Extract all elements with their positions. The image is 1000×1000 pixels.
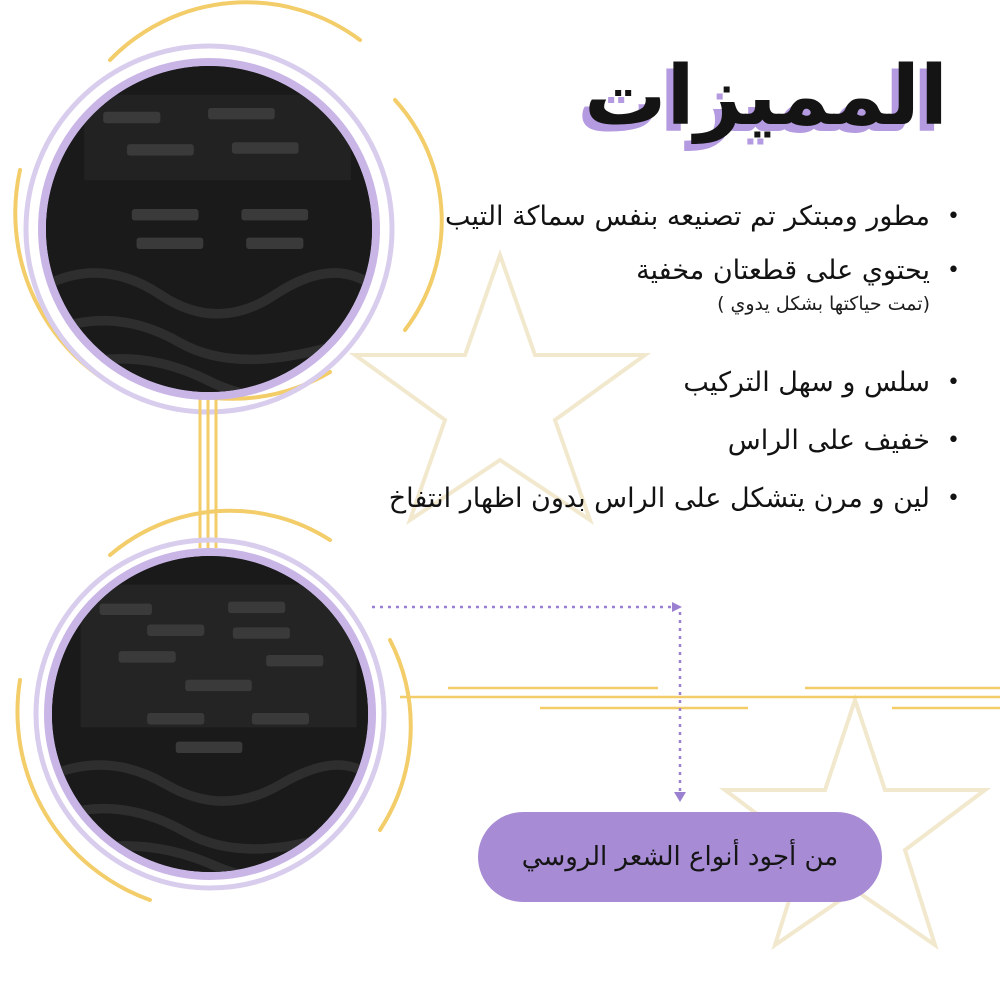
bullet-dot-icon: •: [947, 428, 960, 453]
hair-clip-extension-illustration-2: [52, 556, 368, 872]
product-photo-top: [38, 58, 380, 400]
horizontal-lines: [400, 688, 1000, 708]
feature-note: (تمت حياكتها بشكل يدوي ): [717, 293, 930, 315]
dotted-arrow: [372, 607, 680, 792]
list-item: [360, 412, 960, 470]
feature-text: خفيف على الراس: [727, 425, 930, 456]
list-item: [360, 188, 960, 246]
hair-clip-extension-illustration: [46, 66, 372, 392]
feature-text: لين و مرن يتشكل على الراس بدون اظهار انتفاخ: [388, 483, 930, 514]
feature-text: سلس و سهل التركيب: [683, 367, 930, 398]
feature-text: مطور ومبتكر تم تصنيعه بنفس سماكة التيب: [445, 201, 930, 232]
page-title: المميزات: [584, 49, 948, 144]
list-item: [360, 470, 960, 528]
list-item: [360, 252, 960, 290]
product-photo-bottom: [44, 548, 376, 880]
bullet-dot-icon: •: [947, 370, 960, 395]
connector-lines: [200, 392, 216, 548]
quality-badge: من أجود أنواع الشعر الروسي: [478, 812, 882, 902]
arrow-right-head-icon: [672, 602, 682, 612]
bullet-dot-icon: •: [947, 258, 960, 283]
list-item: [360, 354, 960, 412]
feature-text: يحتوي على قطعتان مخفية: [636, 255, 930, 286]
features-list: [360, 188, 960, 528]
bullet-dot-icon: •: [947, 204, 960, 229]
bullet-dot-icon: •: [947, 486, 960, 511]
arrow-down-icon: [674, 792, 686, 802]
